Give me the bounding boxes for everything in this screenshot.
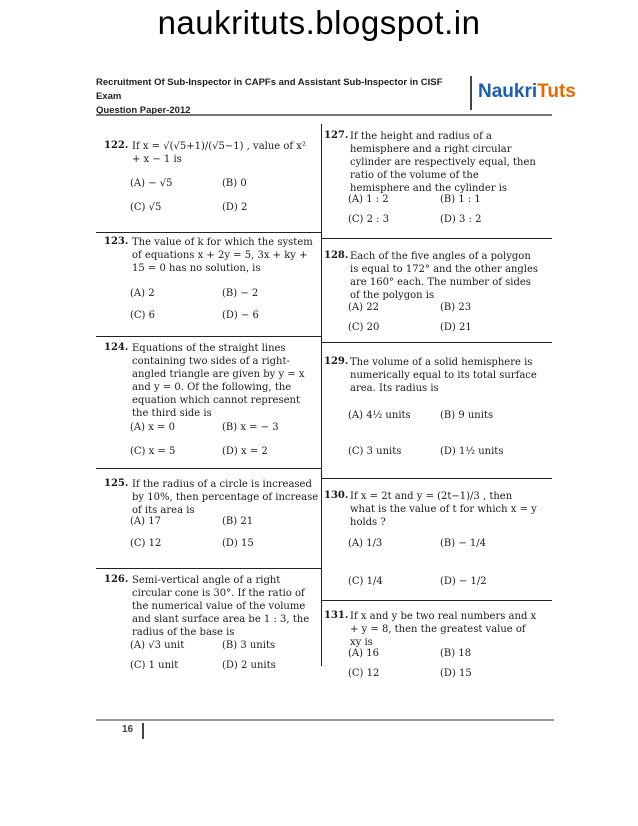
option: (B) 3 units [222,640,276,651]
option: (A) 17 [130,516,161,527]
question-stem: If x = 2t and y = (2t−1)/3 , then what is the value of t for which x = y holds ? [350,491,537,528]
option: (A) x = 0 [130,422,175,433]
separator [322,478,552,479]
option: (B) 1 : 1 [440,194,481,205]
option: (A) 1 : 2 [348,194,389,205]
option: (A) 2 [130,288,155,299]
option: (B) 21 [222,516,254,527]
question-number: 124. [104,342,129,353]
footer-rule [96,719,554,745]
question-number: 126. [104,574,129,585]
option: (C) 20 [348,322,380,333]
option: (C) 3 units [348,446,402,457]
header-rule [96,114,552,116]
separator [322,238,552,239]
question-stem: If the height and radius of a hemisphere and a right circular cylinder are respectively equal, then ratio of the volume of the hemisphere and the cylinder is [350,131,536,194]
separator [96,568,322,569]
option: (A) 22 [348,302,379,313]
option: (D) 15 [440,668,472,679]
question-stem: If x = √(√5+1)/(√5−1) , value of x² + x − 1 is [132,141,306,165]
option: (A) − √5 [130,178,173,189]
option: (D) − 1/2 [440,576,487,587]
question-stem: If the radius of a circle is increased by 10%, then percentage of increase of its area is [132,479,319,516]
page-number: 16 [122,724,134,735]
option: (D) 15 [222,538,254,549]
option: (C) 12 [130,538,162,549]
option: (C) √5 [130,202,162,213]
separator [96,336,322,337]
question-number: 123. [104,236,129,247]
option: (A) 1/3 [348,538,383,549]
column-divider [321,124,322,666]
naukrituts-logo [470,76,576,110]
option: (D) 3 : 2 [440,214,482,225]
option: (D) x = 2 [222,446,268,457]
question-stem: Equations of the straight lines containing two sides of a right-angled triangle are given by y = x and y = 0. Of the following, the equation which cannot represent the third side is [132,343,305,419]
option: (D) 21 [440,322,472,333]
question-stem: Semi-vertical angle of a right circular cone is 30°. If the ratio of the numerical value of the volume and slant surface area be 1 : 3, the radius of the base is [132,575,310,638]
question-number: 130. [324,490,349,501]
separator [96,232,322,233]
question-number: 125. [104,478,129,489]
page-number-bar [142,723,144,739]
option: (A) 4½ units [348,410,411,421]
question-number: 127. [324,130,349,141]
question-number: 122. [104,140,129,151]
logo-part-naukri: Naukri [478,81,538,102]
question-number: 129. [324,356,349,367]
exam-title: Recruitment Of Sub-Inspector in CAPFs and Assistant Sub-Inspector in CISF Exam [96,77,443,102]
exam-header [96,76,466,118]
question-stem: Each of the five angles of a polygon is equal to 172° and the other angles are 160° each. The number of sides of the polygon is [350,251,539,301]
option: (B) 18 [440,648,472,659]
option: (B) 0 [222,178,247,189]
option: (A) √3 unit [130,640,185,651]
question-number: 131. [324,610,349,621]
option: (B) − 1/4 [440,538,486,549]
option: (A) 16 [348,648,379,659]
option: (B) x = − 3 [222,422,279,433]
option: (B) 23 [440,302,472,313]
separator [322,600,552,601]
separator [322,342,552,343]
option: (C) 1/4 [348,576,383,587]
question-stem: The volume of a solid hemisphere is numerically equal to its total surface area. Its radius is [350,357,537,394]
separator [96,468,322,469]
option: (C) x = 5 [130,446,176,457]
option: (C) 12 [348,668,380,679]
option: (C) 2 : 3 [348,214,390,225]
option: (C) 1 unit [130,660,179,671]
option: (D) 2 [222,202,248,213]
option: (D) 1½ units [440,446,504,457]
option: (B) 9 units [440,410,494,421]
option: (C) 6 [130,310,155,321]
option: (D) 2 units [222,660,276,671]
question-number: 128. [324,250,349,261]
logo-part-tuts: Tuts [537,81,576,102]
paper-year: Question Paper-2012 [96,105,191,116]
option: (D) − 6 [222,310,259,321]
question-stem: If x and y be two real numbers and x + y = 8, then the greatest value of xy is [350,611,537,648]
site-url-heading: naukrituts.blogspot.in [157,4,481,41]
option: (B) − 2 [222,288,259,299]
question-stem: The value of k for which the system of equations x + 2y = 5, 3x + ky + 15 = 0 has no solution, is [132,237,313,274]
